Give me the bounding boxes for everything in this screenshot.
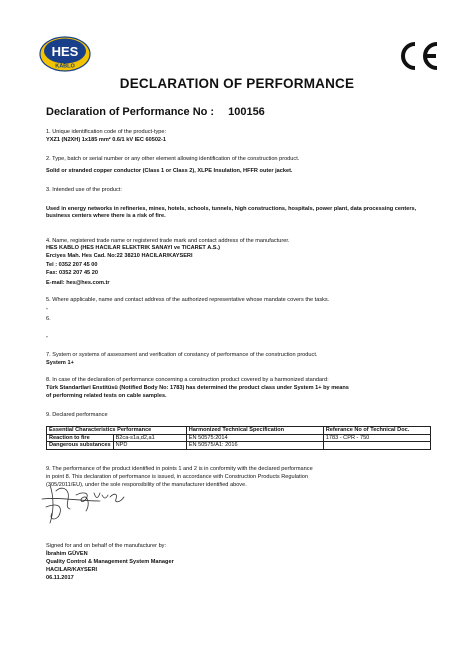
s6-label: 6. (46, 316, 51, 322)
table-header-row (47, 427, 431, 435)
s4-company: HES KABLO (HES HACILAR ELEKTRIK SANAYI ve TICARET A.S.) (46, 245, 220, 251)
s7-label: 7. System or systems of assessment and verification of constancy of performance of the construction product. (46, 352, 318, 358)
performance-table (46, 426, 431, 450)
dop-heading (46, 106, 265, 118)
s7-value: System 1+ (46, 360, 74, 366)
document-title: DECLARATION OF PERFORMANCE (119, 76, 355, 91)
table-cell: 1783 - CPR - 750 (323, 434, 430, 442)
table-row (47, 442, 431, 450)
table-header-cell: Essential Characteristics Performance (47, 427, 187, 435)
table-header-cell: Referance No of Technical Doc. (323, 427, 430, 435)
s3-value-2: business centers where there is a risk of fire. (46, 213, 166, 219)
signer-role: Quality Control & Management System Manager (46, 559, 174, 565)
dop-number: 100156 (228, 106, 265, 118)
signature-image (40, 477, 136, 527)
table-cell: EN 50575/A1: 2016 (186, 442, 323, 450)
logo-brand: HES (51, 44, 79, 59)
s2-value: Solid or stranded copper conductor (Class 1 or Class 2), XLPE Insulation, HFFR outer jacket. (46, 168, 293, 174)
table-cell: Reaction to fire (47, 434, 114, 442)
s9-label: 9. Declared performance (46, 412, 108, 418)
s2-label: 2. Type, batch or serial number or any other element allowing identification of the construction product. (46, 156, 300, 162)
table-cell: B2ca-s1a,d2,a1 (113, 434, 186, 442)
logo-sub: KABLO (55, 63, 75, 70)
s4-fax: Fax: 0352 207 45 20 (46, 270, 98, 276)
s8-label: 8. In case of the declaration of performance concerning a construction product covered by a harmonized standard: (46, 377, 329, 383)
s5-label: 5. Where applicable, name and contact address of the authorized representative whose mandate covers the tasks. (46, 297, 330, 303)
signing-place: HACILAR/KAYSERI (46, 567, 98, 573)
table-cell: NPD (113, 442, 186, 450)
s1-value: YXZ1 (N2XH) 1x185 mm² 0.6/1 kV IEC 60502-1 (46, 137, 167, 143)
dop-label: Declaration of Performance No : (46, 106, 215, 118)
table-header-cell: Harmonized Technical Specification (186, 427, 323, 435)
conformity-line-2: in point 8. This declaration of performance is issued, in accordance with Construction Products Regulation (46, 474, 309, 480)
s5-value: - (46, 306, 48, 312)
signing-date: 06.11.2017 (46, 575, 74, 581)
ce-mark-icon (397, 40, 441, 72)
s3-label: 3. Intended use of the product: (46, 187, 122, 193)
table-row (47, 434, 431, 442)
table-cell: EN 50575:2014 (186, 434, 323, 442)
s4-email: E-mail: hes@hes.com.tr (46, 280, 110, 286)
signer-name: İbrahim GÜVEN (46, 551, 88, 557)
conformity-line-1: 9. The performance of the product identified in points 1 and 2 is in conformity with the declared performance (46, 466, 313, 472)
table-cell (323, 442, 430, 450)
s8-line3: of performing related tests on cable samples. (46, 393, 167, 399)
table-cell: Dangerous substances (47, 442, 114, 450)
s4-address: Erciyes Mah. Hes Cad. No:22 38210 HACILAR/KAYSERI (46, 253, 193, 259)
conformity-line-3: (305/2011/EU), under the sole responsibility of the manufacturer identified above. (46, 482, 247, 488)
s8-line2: Türk Standartlari Enstitüsü (Notified Body No: 1783) has determined the product class under System 1+ by means (46, 385, 349, 391)
s3-value-1: Used in energy networks in refineries, mines, hotels, schools, tunnels, high constructions, hospitals, power plant, data processing centers, (46, 206, 417, 212)
hes-kablo-logo (39, 36, 91, 72)
s4-label: 4. Name, registered trade name or registered trade mark and contact address of the manufacturer. (46, 238, 290, 244)
s6-value: - (46, 334, 48, 340)
s1-label: 1. Unique identification code of the product-type: (46, 129, 167, 135)
s4-tel: Tel : 0352 207 45 00 (46, 262, 98, 268)
signed-by-line: Signed for and on behalf of the manufacturer by: (46, 543, 167, 549)
